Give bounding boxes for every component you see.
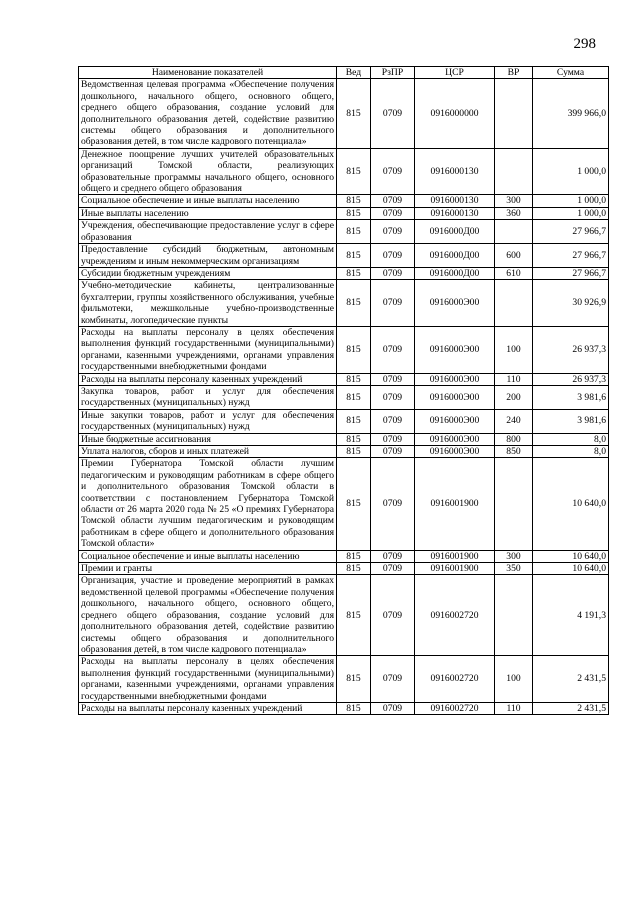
row-rzpr: 0709 bbox=[371, 326, 415, 373]
budget-table bbox=[78, 66, 609, 715]
row-csr: 0916000Д00 bbox=[415, 244, 495, 268]
row-rzpr: 0709 bbox=[371, 446, 415, 458]
row-name: Премии и гранты bbox=[79, 563, 337, 575]
row-csr: 0916001900 bbox=[415, 563, 495, 575]
row-csr: 0916000130 bbox=[415, 195, 495, 207]
row-sum: 1 000,0 bbox=[533, 207, 609, 219]
row-rzpr: 0709 bbox=[371, 385, 415, 409]
row-csr: 0916000000 bbox=[415, 79, 495, 148]
row-csr: 0916000Э00 bbox=[415, 446, 495, 458]
row-vr bbox=[495, 458, 533, 550]
row-ved: 815 bbox=[337, 244, 371, 268]
row-ved: 815 bbox=[337, 385, 371, 409]
header-sum: Сумма bbox=[533, 67, 609, 79]
row-csr: 0916000130 bbox=[415, 207, 495, 219]
table-row bbox=[79, 207, 609, 219]
row-name: Социальное обеспечение и иные выплаты населению bbox=[79, 195, 337, 207]
row-vr: 110 bbox=[495, 702, 533, 714]
row-vr bbox=[495, 220, 533, 244]
row-rzpr: 0709 bbox=[371, 280, 415, 327]
row-csr: 0916000Э00 bbox=[415, 385, 495, 409]
table-row bbox=[79, 575, 609, 656]
row-ved: 815 bbox=[337, 373, 371, 385]
table-row bbox=[79, 267, 609, 279]
row-vr bbox=[495, 79, 533, 148]
row-vr bbox=[495, 575, 533, 656]
row-csr: 0916001900 bbox=[415, 458, 495, 550]
row-vr: 360 bbox=[495, 207, 533, 219]
row-name: Предоставление субсидий бюджетным, автономным учреждениям и иным некоммерческим организациям bbox=[79, 244, 337, 268]
table-row bbox=[79, 326, 609, 373]
table-row bbox=[79, 656, 609, 703]
row-name: Учреждения, обеспечивающие предоставление услуг в сфере образования bbox=[79, 220, 337, 244]
row-name: Расходы на выплаты персоналу в целях обеспечения выполнения функций государственными (муниципальными) органами, казенными учреждениями, органами управления государственными внебюджетными фондами bbox=[79, 656, 337, 703]
row-sum: 8,0 bbox=[533, 446, 609, 458]
row-csr: 0916000Э00 bbox=[415, 326, 495, 373]
row-csr: 0916000Э00 bbox=[415, 433, 495, 445]
row-vr: 100 bbox=[495, 326, 533, 373]
row-ved: 815 bbox=[337, 702, 371, 714]
row-name: Премии Губернатора Томской области лучшим педагогическим и руководящим работникам в сфере общего и дополнительного образования Томской области в соответствии с постановлением Губернатора Томской области от 26 марта 2020 года № 25 «О премиях Губернатора Томской области лучшим педагогическим и руководящим работникам в сфере общего и дополнительного образования Томской области» bbox=[79, 458, 337, 550]
row-sum: 1 000,0 bbox=[533, 195, 609, 207]
table-header-row bbox=[79, 67, 609, 79]
row-name: Закупка товаров, работ и услуг для обеспечения государственных (муниципальных) нужд bbox=[79, 385, 337, 409]
table-row bbox=[79, 373, 609, 385]
row-vr: 300 bbox=[495, 550, 533, 562]
row-rzpr: 0709 bbox=[371, 207, 415, 219]
row-sum: 26 937,3 bbox=[533, 373, 609, 385]
row-sum: 3 981,6 bbox=[533, 385, 609, 409]
row-vr: 240 bbox=[495, 409, 533, 433]
row-name: Денежное поощрение лучших учителей образовательных организаций Томской области, реализующих образовательные программы начального общего, основного общего и среднего общего образования bbox=[79, 148, 337, 195]
table-row bbox=[79, 433, 609, 445]
row-rzpr: 0709 bbox=[371, 575, 415, 656]
row-rzpr: 0709 bbox=[371, 267, 415, 279]
row-vr: 300 bbox=[495, 195, 533, 207]
row-ved: 815 bbox=[337, 446, 371, 458]
row-vr: 100 bbox=[495, 656, 533, 703]
row-csr: 0916000Э00 bbox=[415, 280, 495, 327]
row-csr: 0916000130 bbox=[415, 148, 495, 195]
row-name: Организация, участие и проведение мероприятий в рамках ведомственной целевой программы «Обеспечение получения дошкольного, начального общего, основного общего, среднего общего образования, создание условий для дополнительного образования детей, содействие развитию системы общего образования и дополнительного образования детей, в том числе кадрового потенциала» bbox=[79, 575, 337, 656]
row-sum: 399 966,0 bbox=[533, 79, 609, 148]
row-ved: 815 bbox=[337, 409, 371, 433]
row-vr: 610 bbox=[495, 267, 533, 279]
row-csr: 0916000Д00 bbox=[415, 220, 495, 244]
row-name: Субсидии бюджетным учреждениям bbox=[79, 267, 337, 279]
row-sum: 3 981,6 bbox=[533, 409, 609, 433]
row-rzpr: 0709 bbox=[371, 550, 415, 562]
row-rzpr: 0709 bbox=[371, 458, 415, 550]
table-row bbox=[79, 409, 609, 433]
row-name: Уплата налогов, сборов и иных платежей bbox=[79, 446, 337, 458]
row-vr: 800 bbox=[495, 433, 533, 445]
row-sum: 8,0 bbox=[533, 433, 609, 445]
row-vr: 110 bbox=[495, 373, 533, 385]
row-sum: 2 431,5 bbox=[533, 656, 609, 703]
header-name: Наименование показателей bbox=[79, 67, 337, 79]
page-number: 298 bbox=[573, 36, 596, 52]
row-rzpr: 0709 bbox=[371, 656, 415, 703]
row-rzpr: 0709 bbox=[371, 148, 415, 195]
table-row bbox=[79, 280, 609, 327]
row-sum: 4 191,3 bbox=[533, 575, 609, 656]
row-ved: 815 bbox=[337, 220, 371, 244]
row-vr: 850 bbox=[495, 446, 533, 458]
row-name: Расходы на выплаты персоналу казенных учреждений bbox=[79, 373, 337, 385]
row-csr: 0916001900 bbox=[415, 550, 495, 562]
table-row bbox=[79, 458, 609, 550]
table-row bbox=[79, 702, 609, 714]
row-sum: 1 000,0 bbox=[533, 148, 609, 195]
row-sum: 26 937,3 bbox=[533, 326, 609, 373]
header-vr: ВР bbox=[495, 67, 533, 79]
table-row bbox=[79, 79, 609, 148]
row-rzpr: 0709 bbox=[371, 79, 415, 148]
row-sum: 27 966,7 bbox=[533, 220, 609, 244]
row-ved: 815 bbox=[337, 207, 371, 219]
row-ved: 815 bbox=[337, 195, 371, 207]
row-ved: 815 bbox=[337, 79, 371, 148]
row-sum: 10 640,0 bbox=[533, 550, 609, 562]
row-ved: 815 bbox=[337, 550, 371, 562]
header-csr: ЦСР bbox=[415, 67, 495, 79]
row-ved: 815 bbox=[337, 656, 371, 703]
row-vr: 350 bbox=[495, 563, 533, 575]
table-row bbox=[79, 220, 609, 244]
row-ved: 815 bbox=[337, 148, 371, 195]
row-ved: 815 bbox=[337, 326, 371, 373]
table-row bbox=[79, 244, 609, 268]
row-name: Иные бюджетные ассигнования bbox=[79, 433, 337, 445]
table-row bbox=[79, 385, 609, 409]
row-name: Ведомственная целевая программа «Обеспечение получения дошкольного, начального общего, основного общего, среднего общего образования, создание условий для дополнительного образования детей, содействие развитию системы общего образования и дополнительного образования детей, в том числе кадрового потенциала» bbox=[79, 79, 337, 148]
row-csr: 0916002720 bbox=[415, 656, 495, 703]
row-sum: 30 926,9 bbox=[533, 280, 609, 327]
row-rzpr: 0709 bbox=[371, 373, 415, 385]
row-ved: 815 bbox=[337, 458, 371, 550]
row-name: Иные закупки товаров, работ и услуг для обеспечения государственных (муниципальных) нужд bbox=[79, 409, 337, 433]
row-vr: 200 bbox=[495, 385, 533, 409]
row-name: Социальное обеспечение и иные выплаты населению bbox=[79, 550, 337, 562]
row-ved: 815 bbox=[337, 433, 371, 445]
row-name: Расходы на выплаты персоналу казенных учреждений bbox=[79, 702, 337, 714]
row-ved: 815 bbox=[337, 280, 371, 327]
row-rzpr: 0709 bbox=[371, 220, 415, 244]
row-vr bbox=[495, 148, 533, 195]
row-sum: 27 966,7 bbox=[533, 267, 609, 279]
row-csr: 0916000Д00 bbox=[415, 267, 495, 279]
row-csr: 0916002720 bbox=[415, 575, 495, 656]
row-csr: 0916000Э00 bbox=[415, 409, 495, 433]
row-rzpr: 0709 bbox=[371, 702, 415, 714]
row-vr: 600 bbox=[495, 244, 533, 268]
row-csr: 0916000Э00 bbox=[415, 373, 495, 385]
table-row bbox=[79, 195, 609, 207]
header-ved: Вед bbox=[337, 67, 371, 79]
row-ved: 815 bbox=[337, 267, 371, 279]
header-rzpr: РзПР bbox=[371, 67, 415, 79]
row-name: Расходы на выплаты персоналу в целях обеспечения выполнения функций государственными (муниципальными) органами, казенными учреждениями, органами управления государственными внебюджетными фондами bbox=[79, 326, 337, 373]
row-name: Иные выплаты населению bbox=[79, 207, 337, 219]
row-rzpr: 0709 bbox=[371, 563, 415, 575]
row-sum: 27 966,7 bbox=[533, 244, 609, 268]
row-vr bbox=[495, 280, 533, 327]
table-row bbox=[79, 563, 609, 575]
row-ved: 815 bbox=[337, 563, 371, 575]
row-rzpr: 0709 bbox=[371, 244, 415, 268]
row-rzpr: 0709 bbox=[371, 195, 415, 207]
row-csr: 0916002720 bbox=[415, 702, 495, 714]
row-sum: 10 640,0 bbox=[533, 458, 609, 550]
table-row bbox=[79, 446, 609, 458]
table-row bbox=[79, 148, 609, 195]
row-name: Учебно-методические кабинеты, централизованные бухгалтерии, группы хозяйственного обслуживания, учебные фильмотеки, межшкольные учебно-производственные комбинаты, логопедические пункты bbox=[79, 280, 337, 327]
row-rzpr: 0709 bbox=[371, 433, 415, 445]
row-ved: 815 bbox=[337, 575, 371, 656]
row-rzpr: 0709 bbox=[371, 409, 415, 433]
row-sum: 2 431,5 bbox=[533, 702, 609, 714]
table-row bbox=[79, 550, 609, 562]
row-sum: 10 640,0 bbox=[533, 563, 609, 575]
